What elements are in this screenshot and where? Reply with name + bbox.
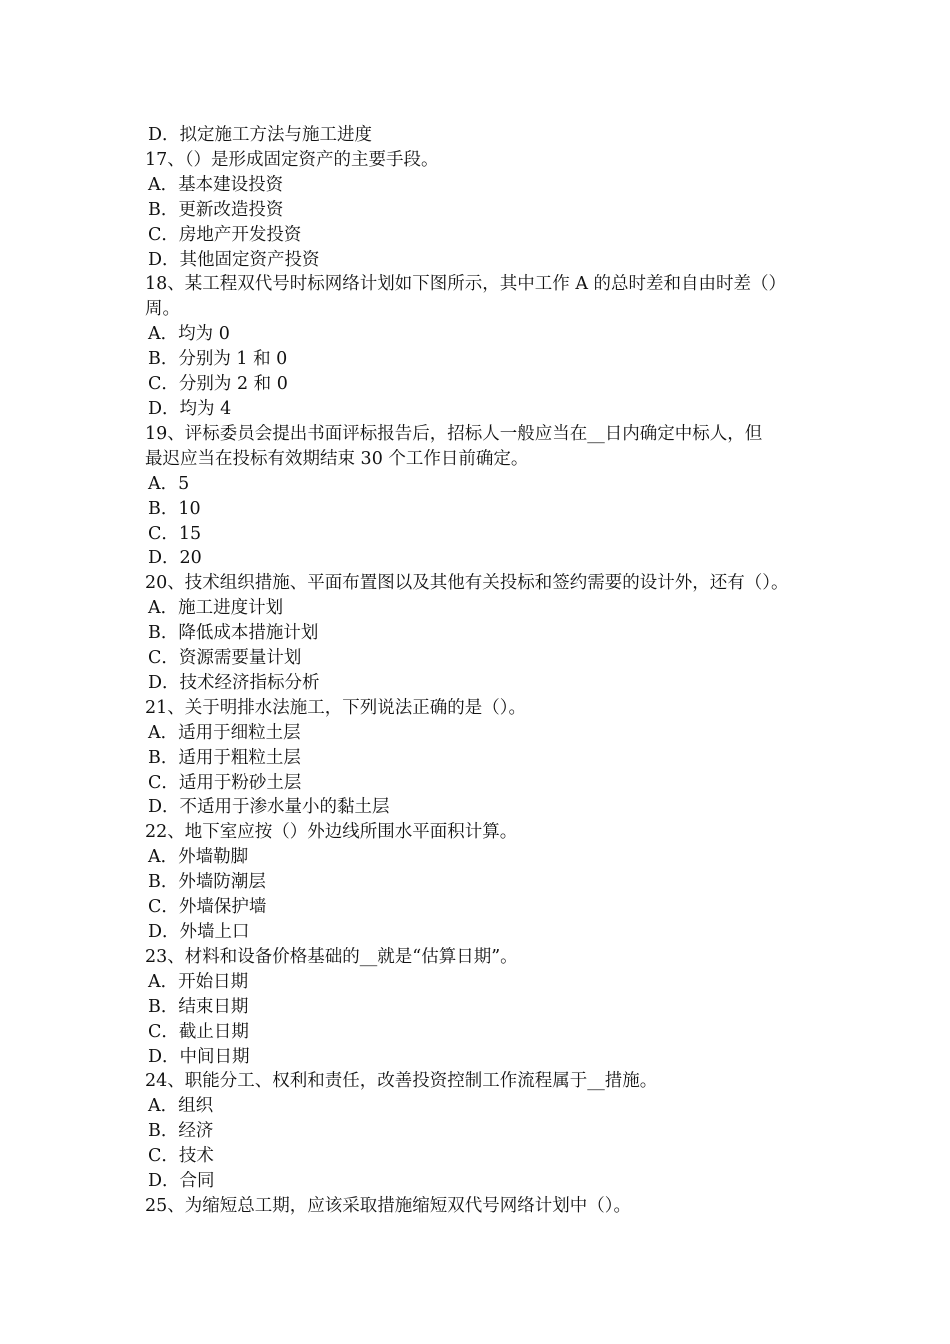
question-text: 周。 [145,299,180,320]
question-text: 25、为缩短总工期，应该采取措施缩短双代号网络计划中（）。 [145,1195,632,1216]
answer-option: B．10 [148,498,201,519]
answer-option: D．外墙上口 [148,922,250,942]
answer-option: D．拟定施工方法与施工进度 [148,125,373,145]
question-text: 18、某工程双代号时标网络计划如下图所示，其中工作 A 的总时差和自由时差（） [145,274,787,295]
answer-option: C．外墙保护墙 [148,897,267,918]
question-text: 17、（）是形成固定资产的主要手段。 [145,149,439,170]
answer-option: A．组织 [148,1096,214,1117]
answer-option: B．结束日期 [148,996,249,1017]
answer-option: A．适用于细粒土层 [148,722,301,743]
question-text: 21、关于明排水法施工，下列说法正确的是（）。 [145,697,527,718]
question-text: 24、职能分工、权利和责任，改善投资控制工作流程属于__措施。 [145,1071,658,1092]
answer-option: C．截止日期 [148,1021,249,1042]
answer-option: D．合同 [148,1171,215,1192]
answer-option: B．经济 [148,1121,214,1142]
answer-option: D．技术经济指标分析 [148,672,320,693]
answer-option: B．降低成本措施计划 [148,623,319,644]
question-text: 最迟应当在投标有效期结束 30 个工作日前确定。 [145,448,529,469]
answer-option: A．基本建设投资 [148,174,284,195]
answer-option: C．15 [148,523,202,544]
answer-option: D．中间日期 [148,1046,250,1067]
answer-option: C．技术 [148,1146,214,1167]
answer-option: B．外墙防潮层 [148,872,266,893]
answer-option: C．房地产开发投资 [148,224,302,245]
answer-option: B．更新改造投资 [148,199,284,220]
answer-option: A．施工进度计划 [148,598,284,619]
answer-option: B．分别为 1 和 0 [148,349,288,370]
answer-option: A．开始日期 [148,971,249,992]
answer-option: A．外墙勒脚 [148,847,249,868]
answer-option: B．适用于粗粒土层 [148,747,301,768]
question-text: 19、评标委员会提出书面评标报告后，招标人一般应当在__日内确定中标人，但 [145,423,763,444]
question-list [145,123,810,1219]
answer-option: D．其他固定资产投资 [148,249,320,270]
answer-option: D．不适用于渗水量小的黏土层 [148,797,390,818]
answer-option: C．资源需要量计划 [148,648,302,669]
answer-option: C．分别为 2 和 0 [148,374,288,395]
question-text: 23、材料和设备价格基础的__就是“估算日期”。 [145,946,518,967]
answer-option: A．均为 0 [148,324,230,345]
answer-option: A．5 [148,473,190,494]
answer-option: D．20 [148,548,202,569]
question-text: 20、技术组织措施、平面布置图以及其他有关投标和签约需要的设计外，还有（）。 [145,573,789,594]
answer-option: C．适用于粉砂土层 [148,772,302,793]
answer-option: D．均为 4 [148,398,232,419]
question-text: 22、地下室应按（）外边线所围水平面积计算。 [145,822,518,843]
